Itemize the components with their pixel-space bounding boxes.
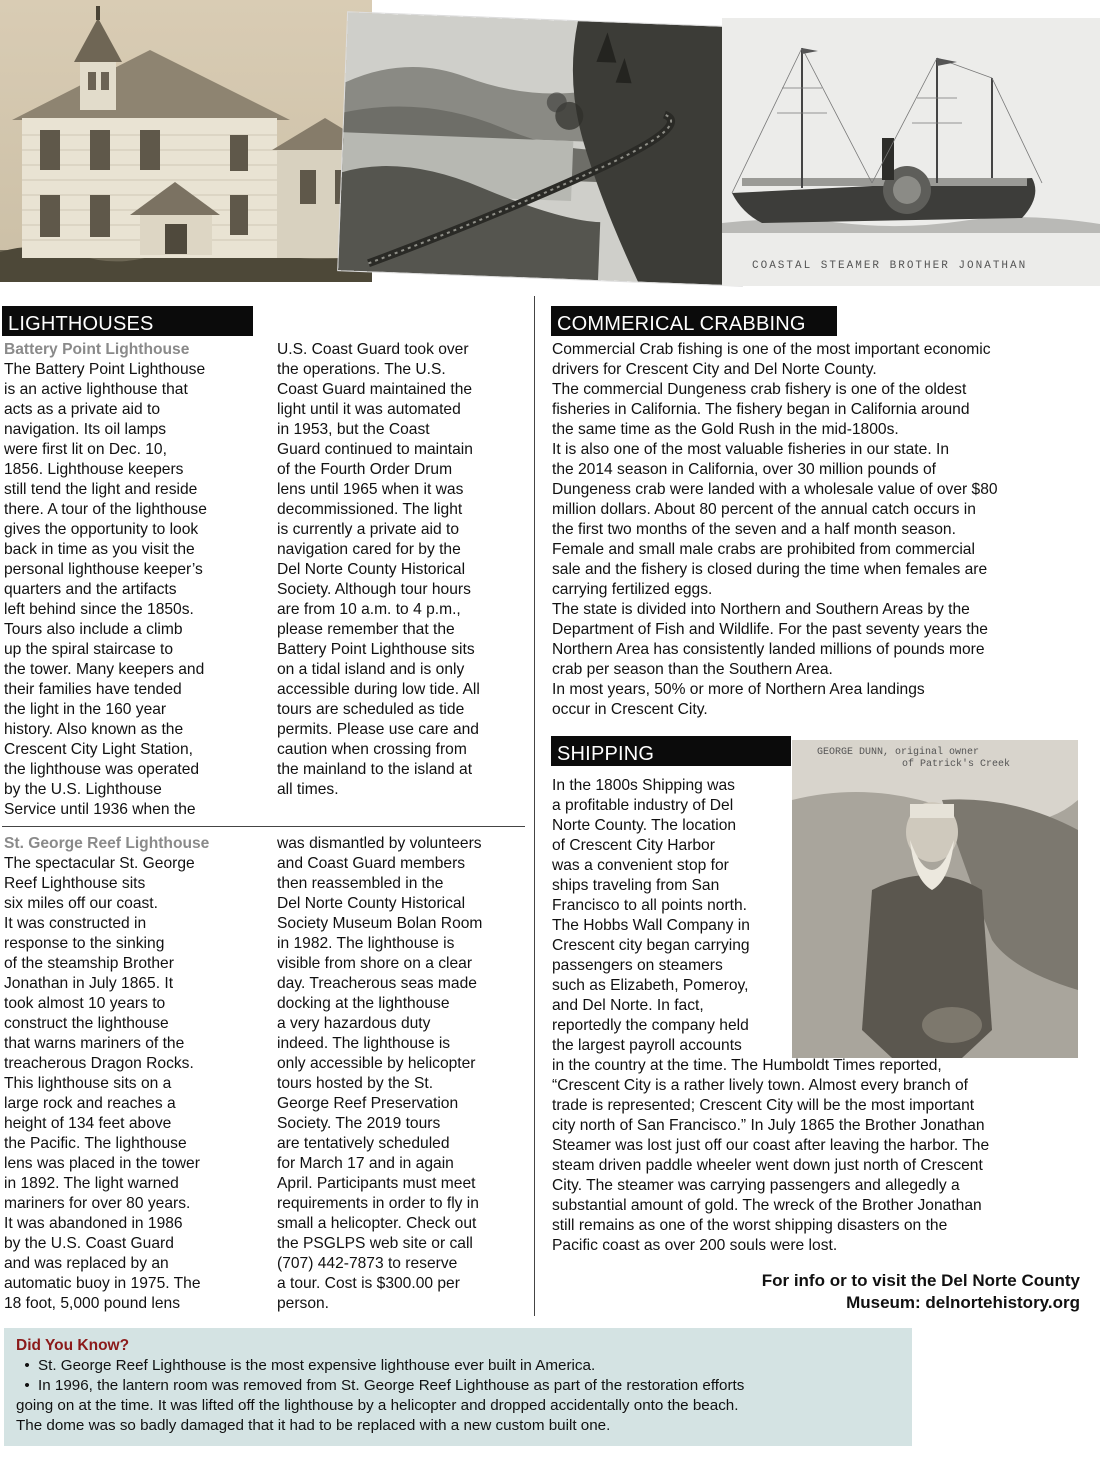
did-you-know-item-2-line-1: In 1996, the lantern room was removed from St. George Reef Lighthouse as part of the restoration efforts	[38, 1377, 745, 1394]
st-george-column-1	[4, 834, 254, 1314]
ship-caption: COASTAL STEAMER BROTHER JONATHAN	[752, 260, 1028, 272]
st-george-title: St. George Reef Lighthouse	[4, 835, 210, 852]
did-you-know-item-1-text: St. George Reef Lighthouse is the most expensive lighthouse ever built in America.	[38, 1357, 596, 1374]
battery-point-text-2: U.S. Coast Guard took over the operations. The U.S. Coast Guard maintained the light until it was automated in 1953, but the Coast Guard continued to maintain of the Fourth Order Drum lens until 1965 when it was decommissioned. The light is currently a private aid to navigation cared for by the Del Norte County Historical Society. Although tour hours are from 10 a.m. to 4 p.m., please remember that the Battery Point Lighthouse sits on a tidal island and is only accessible during low tide. All tours are scheduled as tide permits. Please use care and caution when crossing from the mainland to the island at all times.	[277, 341, 480, 798]
battery-point-title: Battery Point Lighthouse	[4, 341, 190, 358]
did-you-know-item-1	[16, 1356, 900, 1376]
st-george-column-2	[277, 834, 527, 1314]
battery-point-text-1: The Battery Point Lighthouse is an active lighthouse that acts as a private aid to navigation. Its oil lamps were first lit on Dec. 10, 1856. Lighthouse keepers still tend the light and reside there. A tour of the lighthouse gives the opportunity to look back in time as you visit the personal lighthouse keeper’s quarters and the artifacts left behind since the 1850s. Tours also include a climb up the spiral staircase to the tower. Many keepers and their families have tended the light in the 160 year history. Also known as the Crescent City Light Station, the lighthouse was operated by the U.S. Lighthouse Service until 1936 when the	[4, 361, 207, 818]
shipping-body-narrow	[552, 776, 792, 1056]
crabbing-text: Commercial Crab fishing is one of the most important economic drivers for Crescent City and Del Norte County. The commercial Dungeness crab fishery is one of the oldest fisheries in California. The fishery began in California around the same time as the Gold Rush in the mid-1800s. It is also one of the most valuable fisheries in our state. In the 2014 season in California, over 30 million pounds of Dungeness crab were landed with a wholesale value of over $80 million dollars. About 80 percent of the annual catch occurs in the first two months of the seven and a half month season. Female and small male crabs are prohibited from commercial sale and the fishery is closed during the time when females are carrying fertilized eggs. The state is divided into Northern and Southern Areas by the Department of Fish and Wildlife. For the past seventy years the Northern Area has consistently landed millions of pounds more crab per season than the Southern Area. In most years, 50% or more of Northern Area landings occur in Crescent City.	[552, 341, 998, 718]
shipping-body-wide	[552, 1056, 1092, 1256]
did-you-know-item-2	[16, 1376, 900, 1396]
lighthouses-header: LIGHTHOUSES	[2, 306, 253, 336]
museum-info-line-2: Museum: delnortehistory.org	[846, 1293, 1080, 1312]
bullet-icon: •	[24, 1357, 30, 1374]
portrait-caption-2: of Patrick's Creek	[902, 759, 1011, 770]
battery-point-column-2	[277, 340, 527, 800]
museum-info	[660, 1270, 1080, 1314]
column-divider-vertical	[534, 296, 535, 1316]
did-you-know-box	[4, 1328, 912, 1446]
lighthouse-building-photo	[0, 0, 372, 282]
column-divider-horizontal	[2, 826, 525, 827]
portrait-caption-1: GEORGE DUNN, original owner	[817, 747, 980, 758]
did-you-know-title: Did You Know?	[16, 1337, 130, 1354]
did-you-know-item-2-line-3: The dome was so badly damaged that it had to be replaced with a new custom built one.	[16, 1417, 611, 1434]
did-you-know-item-2-line-2: going on at the time. It was lifted off the lighthouse by a helicopter and dropped accidentally onto the beach.	[16, 1397, 739, 1414]
st-george-text-1: The spectacular St. George Reef Lighthouse sits six miles off our coast. It was constructed in response to the sinking of the steamship Brother Jonathan in July 1865. It took almost 10 years to construct the lighthouse that warns mariners of the treacherous Dragon Rocks. This lighthouse sits on a large rock and reaches a height of 134 feet above the Pacific. The lighthouse lens was placed in the tower in 1892. The light warned mariners for over 80 years. It was abandoned in 1986 by the U.S. Coast Guard and was replaced by an automatic buoy in 1975. The 18 foot, 5,000 pound lens	[4, 855, 201, 1312]
crabbing-header: COMMERICAL CRABBING	[551, 306, 837, 336]
shipping-text-wide: in the country at the time. The Humboldt Times reported, “Crescent City is a rather lively town. Almost every branch of trade is represented; Crescent City will be the most important city north of San Francisco.” In July 1865 the Brother Jonathan Steamer was lost just off our coast after leaving the harbor. The steam driven paddle wheeler went down just north of Crescent City. The steamer was carrying passengers and allegedly a substantial amount of gold. The wreck of the Brother Jonathan still remains as one of the worst shipping disasters on the Pacific coast as over 200 souls were lost.	[552, 1057, 990, 1254]
shipping-header: SHIPPING	[551, 736, 791, 766]
st-george-text-2: was dismantled by volunteers and Coast Guard members then reassembled in the Del Norte County Historical Society Museum Bolan Room in 1982. The lighthouse is visible from shore on a clear day. Treacherous seas made docking at the lighthouse a very hazardous duty indeed. The lighthouse is only accessible by helicopter tours hosted by the St. George Reef Preservation Society. The 2019 tours are tentatively scheduled for March 17 and in again April. Participants must meet requirements in order to fly in small a helicopter. Check out the PSGLPS web site or call (707) 442-7873 to reserve a tour. Cost is $300.00 per person.	[277, 835, 483, 1312]
railroad-trestle-photo	[338, 12, 752, 285]
battery-point-column-1	[4, 340, 254, 820]
george-dunn-portrait	[792, 740, 1078, 1058]
shipping-text-narrow: In the 1800s Shipping was a profitable industry of Del Norte County. The location of Crescent City Harbor was a convenient stop for ships traveling from San Francisco to all points north. The Hobbs Wall Company in Crescent city began carrying passengers on steamers such as Elizabeth, Pomeroy, and Del Norte. In fact, reportedly the company held the largest payroll accounts	[552, 777, 750, 1054]
steamer-brother-jonathan-drawing	[722, 18, 1100, 286]
museum-info-line-1: For info or to visit the Del Norte County	[761, 1271, 1080, 1290]
crabbing-body	[552, 340, 1092, 720]
bullet-icon: •	[24, 1377, 30, 1394]
